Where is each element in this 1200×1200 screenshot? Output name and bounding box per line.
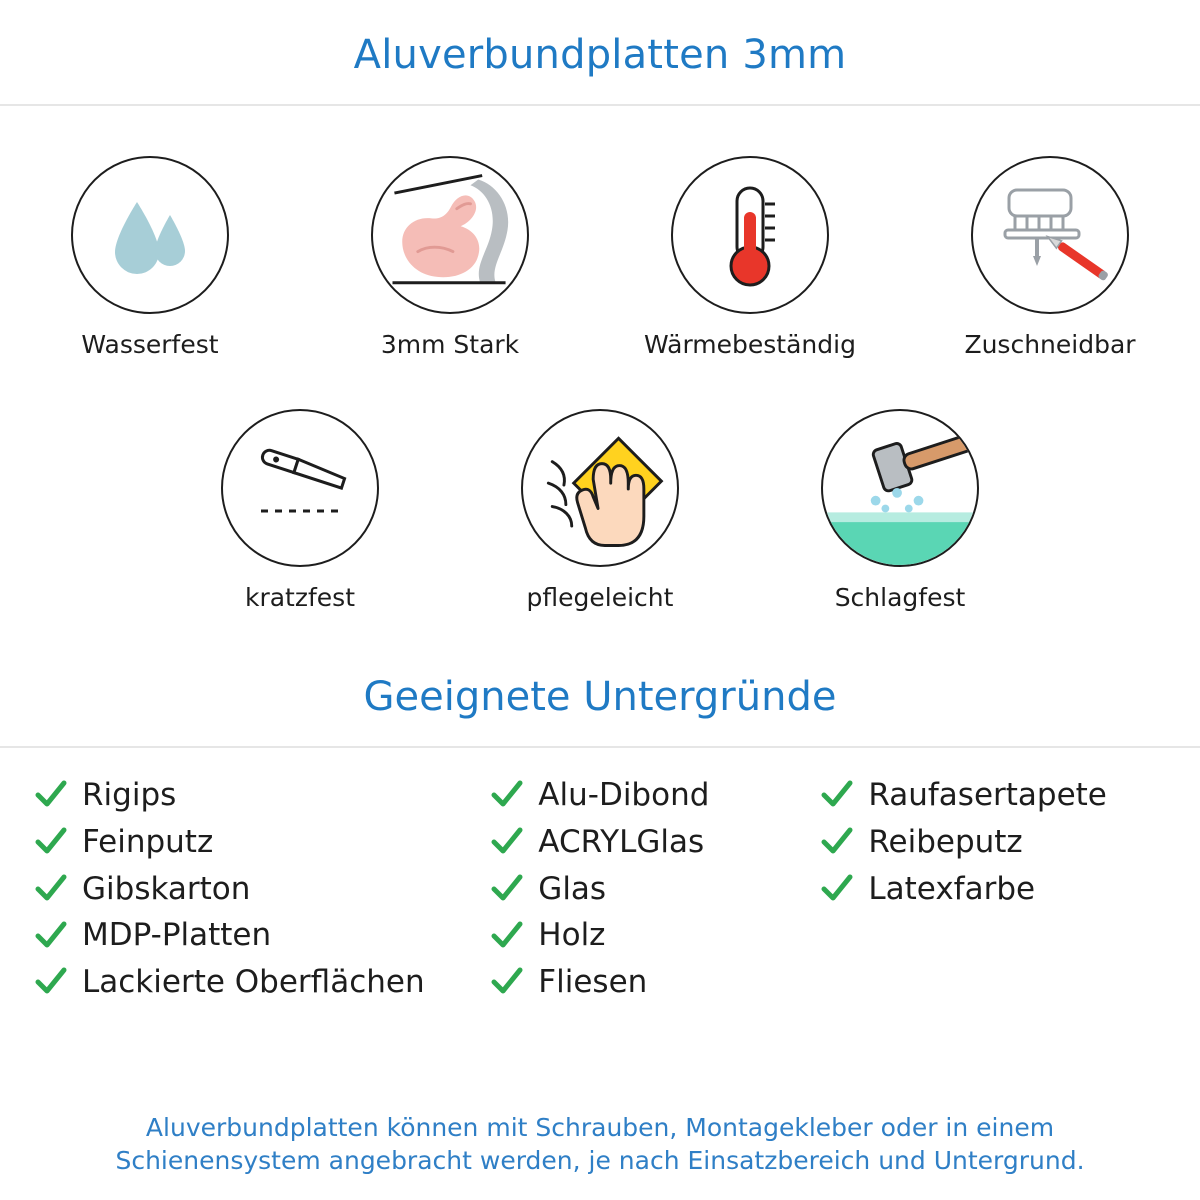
hand-cloth-icon	[523, 409, 677, 567]
list-item	[490, 963, 820, 1002]
feature-icon-circle	[71, 156, 229, 314]
check-icon	[490, 778, 524, 812]
feature-kratzfest	[150, 409, 450, 612]
thermometer-icon	[675, 160, 825, 310]
list-item-label: MDP-Platten	[82, 917, 272, 954]
feature-label: Schlagfest	[834, 583, 966, 612]
features-row-2	[0, 409, 1200, 612]
list-item	[34, 776, 490, 815]
list-item	[490, 776, 820, 815]
footer-note-line-1: Aluverbundplatten können mit Schrauben, Montagekleber oder in einem	[145, 1112, 1055, 1142]
feature-schlagfest	[750, 409, 1050, 612]
check-icon	[34, 778, 68, 812]
list-item-label: Reibeputz	[868, 823, 1023, 860]
list-item-label: Fliesen	[538, 964, 648, 1000]
feature-icon-circle	[521, 409, 679, 567]
substrates-list	[0, 748, 1200, 1002]
features-row-1	[0, 156, 1200, 359]
feature-icon-circle	[371, 156, 529, 314]
check-icon	[490, 919, 524, 953]
substrates-column-2	[490, 776, 820, 1002]
substrates-column-1	[34, 776, 490, 1002]
feature-label: Wasserfest	[81, 330, 219, 359]
list-item-label: Alu-Dibond	[538, 777, 710, 813]
feature-wasserfest	[0, 156, 300, 359]
feature-label: Wärmebeständig	[644, 330, 856, 359]
list-item-label: Gibskarton	[82, 870, 251, 907]
list-item-label: Rigips	[82, 777, 177, 813]
list-item-label: Glas	[538, 870, 607, 907]
list-item-label: Lackierte Oberflächen	[82, 964, 425, 1000]
list-item-label: ACRYLGlas	[538, 823, 705, 860]
feature-pflegeleicht	[450, 409, 750, 612]
feature-icon-circle	[221, 409, 379, 567]
check-icon	[490, 825, 524, 859]
feature-icon-circle	[821, 409, 979, 567]
list-item-label: Raufasertapete	[868, 777, 1107, 813]
feature-label: 3mm Stark	[380, 330, 520, 359]
list-item	[490, 916, 820, 955]
feature-label: pflegeleicht	[526, 583, 674, 612]
check-icon	[490, 872, 524, 906]
check-icon	[34, 919, 68, 953]
water-drop-icon	[75, 160, 225, 310]
page-title: Aluverbundplatten 3mm	[353, 32, 847, 78]
strong-arm-icon	[373, 156, 527, 314]
list-item-label: Feinputz	[82, 823, 214, 860]
list-item	[820, 776, 1166, 815]
feature-3mm-stark	[300, 156, 600, 359]
check-icon	[820, 825, 854, 859]
list-item	[34, 916, 490, 955]
substrates-section-header	[0, 674, 1200, 748]
list-item	[34, 870, 490, 909]
hammer-impact-icon	[823, 409, 977, 567]
list-item	[490, 823, 820, 862]
check-icon	[820, 778, 854, 812]
list-item	[34, 823, 490, 862]
feature-icon-circle	[971, 156, 1129, 314]
jigsaw-cutter-icon	[975, 160, 1125, 310]
feature-zuschneidbar	[900, 156, 1200, 359]
list-item	[34, 963, 490, 1002]
check-icon	[820, 872, 854, 906]
check-icon	[34, 965, 68, 999]
footer-note-line-2: Schienensystem angebracht werden, je nach Einsatzbereich und Untergrund.	[115, 1146, 1085, 1176]
footer-note	[0, 1111, 1200, 1179]
feature-waermebestaendig	[600, 156, 900, 359]
features-section	[0, 106, 1200, 612]
list-item	[490, 870, 820, 909]
check-icon	[34, 825, 68, 859]
list-item-label: Holz	[538, 917, 606, 954]
check-icon	[34, 872, 68, 906]
list-item	[820, 823, 1166, 862]
feature-label: Zuschneidbar	[964, 330, 1136, 359]
check-icon	[490, 965, 524, 999]
list-item	[820, 870, 1166, 909]
feature-label: kratzfest	[244, 583, 355, 612]
knife-scratch-icon	[225, 413, 375, 563]
feature-icon-circle	[671, 156, 829, 314]
section-title: Geeignete Untergründe	[363, 674, 837, 720]
substrates-column-3	[820, 776, 1166, 1002]
list-item-label: Latexfarbe	[868, 870, 1036, 907]
